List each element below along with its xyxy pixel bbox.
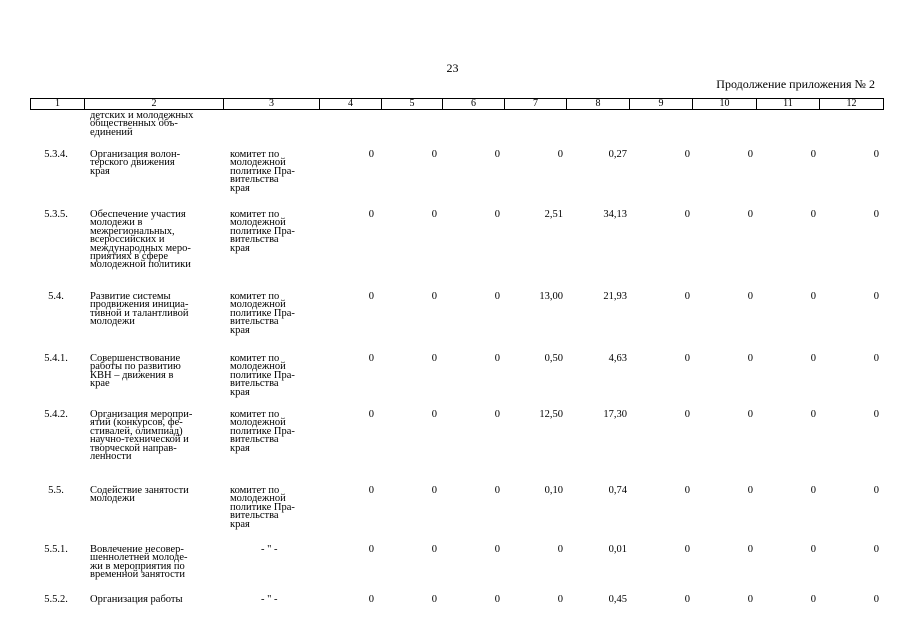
value-cell-col12: 0 (873, 485, 879, 496)
value-cell-col9: 0 (684, 291, 690, 302)
responsible-line: края (230, 324, 250, 336)
value-cell-col9: 0 (684, 353, 690, 364)
responsible-line: политике Пра- (230, 369, 295, 381)
activity-name-line: Совершенствование (90, 353, 181, 364)
value-cell-col9: 0 (684, 544, 690, 555)
column-header-5: 5 (382, 99, 443, 109)
value-cell-col5: 0 (431, 353, 437, 364)
value-cell-col4: 0 (368, 409, 374, 420)
activity-name-line: молодежи (90, 493, 135, 505)
responsible-line: молодежной (230, 361, 286, 373)
value-cell-col4: 0 (368, 149, 374, 160)
column-header-9: 9 (630, 99, 693, 109)
value-cell-col7: 0 (557, 544, 563, 555)
value-cell-col5: 0 (431, 594, 437, 605)
responsible-line: вительства (230, 434, 279, 446)
responsible-line: комитет по (230, 291, 280, 302)
column-header-6: 6 (443, 99, 505, 109)
value-cell-col11: 0 (810, 291, 816, 302)
value-cell-col11: 0 (810, 485, 816, 496)
column-header-2: 2 (85, 99, 224, 109)
responsible-line: молодежной (230, 417, 286, 429)
activity-name-line: ятий (конкурсов, фе- (90, 417, 183, 429)
row-number: 5.4.2. (44, 409, 68, 420)
activity-name-line: всероссийских и (90, 234, 165, 246)
responsible-line: комитет по (230, 353, 280, 364)
activity-name-line: молодежи в (90, 217, 143, 229)
value-cell-col12: 0 (873, 291, 879, 302)
value-cell-col12: 0 (873, 353, 879, 364)
value-cell-col4: 0 (368, 594, 374, 605)
responsible-line: вительства (230, 510, 279, 522)
value-cell-col11: 0 (810, 594, 816, 605)
value-cell-col12: 0 (873, 209, 879, 220)
value-cell-col9: 0 (684, 149, 690, 160)
column-header-10: 10 (693, 99, 757, 109)
value-cell-col5: 0 (431, 544, 437, 555)
value-cell-col11: 0 (810, 409, 816, 420)
responsible-line: края (230, 242, 250, 254)
activity-name-line: продвижения инициа- (90, 299, 189, 311)
responsible-line: края (230, 386, 250, 398)
column-header-3: 3 (224, 99, 320, 109)
column-header-7: 7 (505, 99, 567, 109)
responsible-line: - " - (261, 544, 278, 555)
value-cell-col11: 0 (810, 209, 816, 220)
value-cell-col7: 0,50 (544, 353, 563, 364)
value-cell-col8: 17,30 (603, 409, 627, 420)
value-cell-col12: 0 (873, 149, 879, 160)
value-cell-col11: 0 (810, 353, 816, 364)
responsible-line: края (230, 518, 250, 530)
responsible-line: политике Пра- (230, 307, 295, 319)
activity-name-line: молодежи (90, 316, 135, 328)
value-cell-col10: 0 (747, 485, 753, 496)
activity-name-line: крае (90, 378, 110, 390)
value-cell-col10: 0 (747, 209, 753, 220)
value-cell-col8: 21,93 (603, 291, 627, 302)
value-cell-col12: 0 (873, 409, 879, 420)
row-number: 5.5.1. (44, 544, 68, 555)
activity-name-line: ленности (90, 451, 132, 462)
activity-name-line: терского движения (90, 157, 175, 169)
column-header-12: 12 (846, 98, 857, 109)
responsible-line: вительства (230, 316, 279, 328)
responsible-line: - " - (261, 594, 278, 605)
activity-name-line: международных меро- (90, 242, 191, 254)
value-cell-col6: 0 (494, 291, 500, 302)
activity-name-line: Содействие занятости (90, 485, 189, 496)
activity-name-line: молодежной политики (90, 259, 191, 271)
column-header-4: 4 (320, 99, 382, 109)
value-cell-col11: 0 (810, 149, 816, 160)
responsible-line: края (230, 182, 250, 194)
value-cell-col5: 0 (431, 485, 437, 496)
value-cell-col5: 0 (431, 409, 437, 420)
activity-name-line: КВН – движения в (90, 369, 174, 381)
activity-name-line: Организация волон- (90, 149, 181, 160)
activity-name-line: приятиях в сфере (90, 251, 168, 262)
activity-name-line: края (90, 165, 110, 177)
value-cell-col8: 34,13 (603, 209, 627, 220)
value-cell-col8: 0,45 (608, 594, 627, 605)
column-header-1: 1 (31, 99, 85, 109)
row-number: 5.3.5. (44, 209, 68, 220)
carryover-name-line: общественных объ- (90, 118, 178, 130)
row-number: 5.5. (48, 485, 64, 496)
activity-name-line: Развитие системы (90, 291, 171, 302)
value-cell-col5: 0 (431, 291, 437, 302)
responsible-line: молодежной (230, 299, 286, 311)
value-cell-col12: 0 (873, 594, 879, 605)
activity-name-line: шеннолетней молоде- (90, 552, 188, 564)
row-number: 5.5.2. (44, 594, 68, 605)
value-cell-col9: 0 (684, 409, 690, 420)
row-number: 5.3.4. (44, 149, 68, 160)
value-cell-col11: 0 (810, 544, 816, 555)
responsible-line: политике Пра- (230, 501, 295, 513)
page-number: 23 (446, 61, 459, 75)
value-cell-col8: 0,01 (608, 544, 627, 555)
responsible-line: комитет по (230, 485, 280, 496)
value-cell-col7: 12,50 (539, 409, 563, 420)
row-number: 5.4.1. (44, 353, 68, 364)
value-cell-col8: 4,63 (608, 353, 627, 364)
responsible-line: комитет по (230, 149, 280, 160)
value-cell-col10: 0 (747, 149, 753, 160)
value-cell-col4: 0 (368, 291, 374, 302)
responsible-line: края (230, 442, 250, 454)
row-number: 5.4. (48, 291, 64, 302)
continuation-title: Продолжение приложения № 2 (716, 77, 875, 91)
responsible-line: молодежной (230, 217, 286, 229)
value-cell-col8: 0,27 (608, 149, 627, 160)
value-cell-col4: 0 (368, 485, 374, 496)
value-cell-col6: 0 (494, 544, 500, 555)
value-cell-col6: 0 (494, 594, 500, 605)
value-cell-col6: 0 (494, 209, 500, 220)
table-header (30, 98, 884, 110)
value-cell-col9: 0 (684, 594, 690, 605)
value-cell-col6: 0 (494, 409, 500, 420)
responsible-line: политике Пра- (230, 425, 295, 437)
activity-name-line: жи в мероприятия по (90, 560, 185, 572)
value-cell-col7: 2,51 (544, 209, 563, 220)
value-cell-col10: 0 (747, 353, 753, 364)
value-cell-col5: 0 (431, 149, 437, 160)
value-cell-col10: 0 (747, 409, 753, 420)
responsible-line: молодежной (230, 157, 286, 169)
column-header-8: 8 (567, 99, 630, 109)
responsible-line: комитет по (230, 409, 280, 420)
activity-name-line: научно-технической и (90, 434, 189, 446)
column-header-11: 11 (757, 99, 820, 109)
responsible-line: вительства (230, 234, 279, 246)
responsible-line: политике Пра- (230, 225, 295, 237)
activity-name-line: межрегиональных, (90, 225, 175, 237)
value-cell-col4: 0 (368, 544, 374, 555)
activity-name-line: Обеспечение участия (90, 209, 186, 220)
value-cell-col10: 0 (747, 594, 753, 605)
responsible-line: политике Пра- (230, 165, 295, 177)
responsible-line: комитет по (230, 209, 280, 220)
value-cell-col6: 0 (494, 149, 500, 160)
responsible-line: вительства (230, 378, 279, 390)
value-cell-col6: 0 (494, 485, 500, 496)
carryover-name-line: единений (90, 126, 133, 138)
value-cell-col7: 0 (557, 594, 563, 605)
value-cell-col7: 13,00 (539, 291, 563, 302)
activity-name-line: тивной и талантливой (90, 307, 189, 319)
responsible-line: молодежной (230, 493, 286, 505)
carryover-name-line: детских и молодежных (90, 110, 194, 121)
activity-name-line: работы по развитию (90, 361, 181, 373)
value-cell-col9: 0 (684, 485, 690, 496)
value-cell-col8: 0,74 (608, 485, 627, 496)
value-cell-col9: 0 (684, 209, 690, 220)
value-cell-col5: 0 (431, 209, 437, 220)
value-cell-col4: 0 (368, 353, 374, 364)
value-cell-col4: 0 (368, 209, 374, 220)
value-cell-col7: 0,10 (544, 485, 563, 496)
value-cell-col7: 0 (557, 149, 563, 160)
value-cell-col6: 0 (494, 353, 500, 364)
value-cell-col10: 0 (747, 291, 753, 302)
value-cell-col10: 0 (747, 544, 753, 555)
responsible-line: вительства (230, 174, 279, 186)
activity-name-line: временной занятости (90, 569, 185, 581)
value-cell-col12: 0 (873, 544, 879, 555)
activity-name-line: творческой направ- (90, 442, 177, 454)
activity-name-line: Организация меропри- (90, 409, 193, 420)
activity-name-line: Организация работы (90, 594, 183, 605)
activity-name-line: Вовлечение несовер- (90, 544, 184, 555)
activity-name-line: стивалей, олимпиад) (90, 425, 183, 437)
